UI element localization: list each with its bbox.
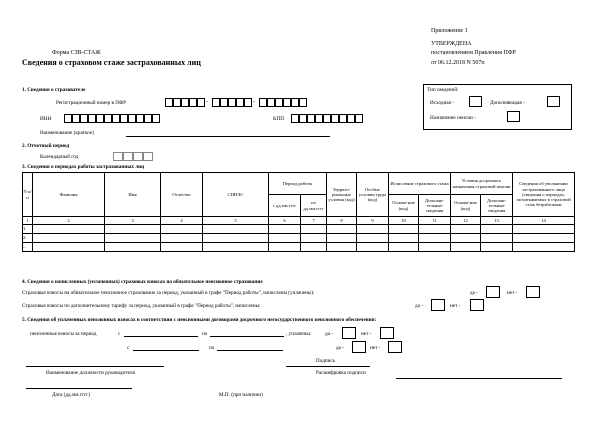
table-row bbox=[23, 225, 575, 234]
section1-heading: 1. Сведения о страхователе bbox=[22, 87, 86, 93]
col-number: 10 bbox=[389, 217, 419, 225]
col-header-snils: СНИЛС bbox=[203, 173, 269, 217]
s4-line1-no-label: нет - bbox=[507, 290, 518, 296]
s4-line2-no-checkbox[interactable] bbox=[470, 299, 484, 311]
col-header-calc-basis: Основа-ние (код) bbox=[389, 195, 419, 217]
approved-label: УТВЕРЖДЕНА bbox=[431, 41, 472, 47]
date-field[interactable] bbox=[26, 388, 132, 389]
s5-no-checkbox-2[interactable] bbox=[388, 341, 402, 353]
s5-yes-checkbox-2[interactable] bbox=[352, 341, 366, 353]
section3-heading: 3. Сведения о периодах работы застрахованных лиц bbox=[22, 164, 145, 170]
s5-to-field-1[interactable] bbox=[210, 336, 284, 337]
s5-no-label-1: нет - bbox=[361, 331, 372, 337]
type-initial-checkbox[interactable] bbox=[469, 96, 482, 107]
s4-line1-no-checkbox[interactable] bbox=[526, 286, 540, 298]
type-pension-label: Назначение пенсии - bbox=[430, 115, 476, 121]
page-title: Сведения о страховом стаже застрахованных лиц bbox=[22, 58, 201, 67]
col-header-dismissal: Сведения об увольнении застрахованного лица (сведения о периодах, засчитываемых в страховой стаж безработным bbox=[513, 173, 575, 217]
table-row bbox=[23, 234, 575, 243]
reg-dash-2: - bbox=[253, 99, 255, 105]
row-label: 1. bbox=[23, 225, 33, 234]
reg-number-label: Регистрационный номер в ПФР bbox=[56, 100, 127, 106]
reg-number-part2[interactable] bbox=[212, 98, 252, 107]
inn-cells[interactable] bbox=[64, 114, 160, 123]
approved-by-label: постановлением Правления ПФР bbox=[431, 50, 516, 56]
approval-date-label: от 06.12.2018 N 507п bbox=[431, 60, 485, 66]
section4-line2: Страховые взносы по дополнительному тарифу за период, указанный в графе "Период работы", начислены: bbox=[22, 303, 261, 309]
s5-with-label-2: с bbox=[127, 345, 130, 351]
company-name-field[interactable] bbox=[126, 136, 330, 137]
column-numbers-row bbox=[23, 217, 575, 225]
s5-no-checkbox-1[interactable] bbox=[380, 327, 394, 339]
s5-to-field-2[interactable] bbox=[217, 350, 283, 351]
col-header-calc: Исчисление страхового стажа bbox=[389, 173, 451, 195]
company-name-label: Наименование (краткое) bbox=[40, 130, 94, 136]
col-header-name: Имя bbox=[105, 173, 161, 217]
col-header-from: с дд.мм.гггг bbox=[269, 195, 301, 217]
s5-to-label-1: по bbox=[202, 331, 208, 337]
col-header-early: Условия досрочного назначения страховой пенсии bbox=[451, 173, 513, 195]
type-initial-label: Исходная - bbox=[430, 100, 454, 106]
form-name: Форма СЗВ-СТАЖ bbox=[52, 50, 101, 56]
col-number: 5 bbox=[203, 217, 269, 225]
reg-dash-1: - bbox=[206, 99, 208, 105]
reg-number-part1[interactable] bbox=[165, 98, 205, 107]
col-header-calc-extra: Дополни-тельные сведения bbox=[419, 195, 451, 217]
signature-label: Подпись bbox=[316, 358, 336, 364]
section2-heading: 2. Отчетный период bbox=[22, 143, 70, 149]
col-header-territorial: Террито-риальные условия (код) bbox=[327, 173, 357, 217]
col-number: 4 bbox=[161, 217, 203, 225]
col-header-patronymic: Отчество bbox=[161, 173, 203, 217]
table-row bbox=[23, 243, 575, 252]
section5-heading: 5. Сведения об уплаченных пенсионных взносах в соответствии с пенсионными договорами досрочного негосударственного пенсионного обеспечения: bbox=[22, 317, 377, 323]
col-header-period: Период работы bbox=[269, 173, 327, 195]
date-label: Дата (дд.мм.гггг) bbox=[52, 392, 91, 398]
col-header-n: N п/п bbox=[23, 173, 33, 217]
work-periods-table bbox=[22, 172, 575, 252]
position-label: Наименование должности руководителя bbox=[46, 370, 135, 376]
s5-from-field-1[interactable] bbox=[124, 336, 198, 337]
decoding-field[interactable] bbox=[396, 378, 562, 379]
position-field[interactable] bbox=[26, 366, 164, 367]
col-header-special: Особые условия труда (код) bbox=[357, 173, 389, 217]
decoding-label: Расшифровка подписи bbox=[316, 370, 366, 376]
col-number: 12 bbox=[451, 217, 481, 225]
type-pension-checkbox[interactable] bbox=[507, 111, 520, 122]
section4-heading: 4. Сведения о начисленных (уплаченных) страховых взносах на обязательное пенсионное страхование bbox=[22, 279, 263, 285]
s5-yes-checkbox-1[interactable] bbox=[342, 327, 356, 339]
s5-paid-label: , уплачены: bbox=[286, 331, 312, 337]
stamp-label: М.П. (при наличии) bbox=[219, 392, 263, 398]
year-label: Календарный год bbox=[40, 154, 79, 160]
s4-line2-yes-checkbox[interactable] bbox=[431, 299, 445, 311]
s5-yes-label-2: да - bbox=[336, 345, 344, 351]
col-number: 11 bbox=[419, 217, 451, 225]
col-number: 2 bbox=[33, 217, 105, 225]
section4-line1: Страховые взносы на обязательное пенсионное страхование за период, указанный в графе "Период работы", начислены (уплачены): bbox=[22, 290, 315, 296]
col-header-early-basis: Основа-ние (код) bbox=[451, 195, 481, 217]
inn-label: ИНН bbox=[40, 116, 52, 122]
s5-yes-label-1: да - bbox=[325, 331, 333, 337]
s5-to-label-2: по bbox=[209, 345, 215, 351]
s4-line2-no-label: нет - bbox=[450, 303, 461, 309]
kpp-label: КПП bbox=[273, 116, 284, 122]
col-number: 14 bbox=[513, 217, 575, 225]
s5-from-field-2[interactable] bbox=[133, 350, 199, 351]
col-number: 9 bbox=[357, 217, 389, 225]
s4-line2-yes-label: да - bbox=[415, 303, 423, 309]
col-header-surname: Фамилия bbox=[33, 173, 105, 217]
s4-line1-yes-label: да - bbox=[470, 290, 478, 296]
s5-no-label-2: нет - bbox=[370, 345, 381, 351]
type-additional-checkbox[interactable] bbox=[547, 96, 560, 107]
type-heading: Тип сведений: bbox=[427, 87, 459, 93]
col-number: 8 bbox=[327, 217, 357, 225]
row-label: 2. bbox=[23, 234, 33, 243]
appendix-label: Приложение 1 bbox=[431, 28, 468, 34]
col-number: 3 bbox=[105, 217, 161, 225]
reg-number-part3[interactable] bbox=[259, 98, 307, 107]
col-number: 13 bbox=[481, 217, 513, 225]
type-additional-label: Дополняющая - bbox=[490, 100, 525, 106]
s5-with-label-1: с bbox=[118, 331, 121, 337]
col-header-early-extra: Дополни-тельные сведения bbox=[481, 195, 513, 217]
year-cells[interactable] bbox=[113, 152, 153, 161]
s5-paid-for-label: пенсионные взносы за период bbox=[30, 331, 97, 337]
col-number: 1 bbox=[23, 217, 33, 225]
col-header-to: по дд.мм.гггг bbox=[301, 195, 327, 217]
signature-field[interactable] bbox=[286, 366, 370, 367]
row-label: ... bbox=[23, 243, 33, 252]
kpp-cells[interactable] bbox=[291, 114, 363, 123]
col-number: 6 bbox=[269, 217, 301, 225]
col-number: 7 bbox=[301, 217, 327, 225]
s4-line1-yes-checkbox[interactable] bbox=[486, 286, 500, 298]
